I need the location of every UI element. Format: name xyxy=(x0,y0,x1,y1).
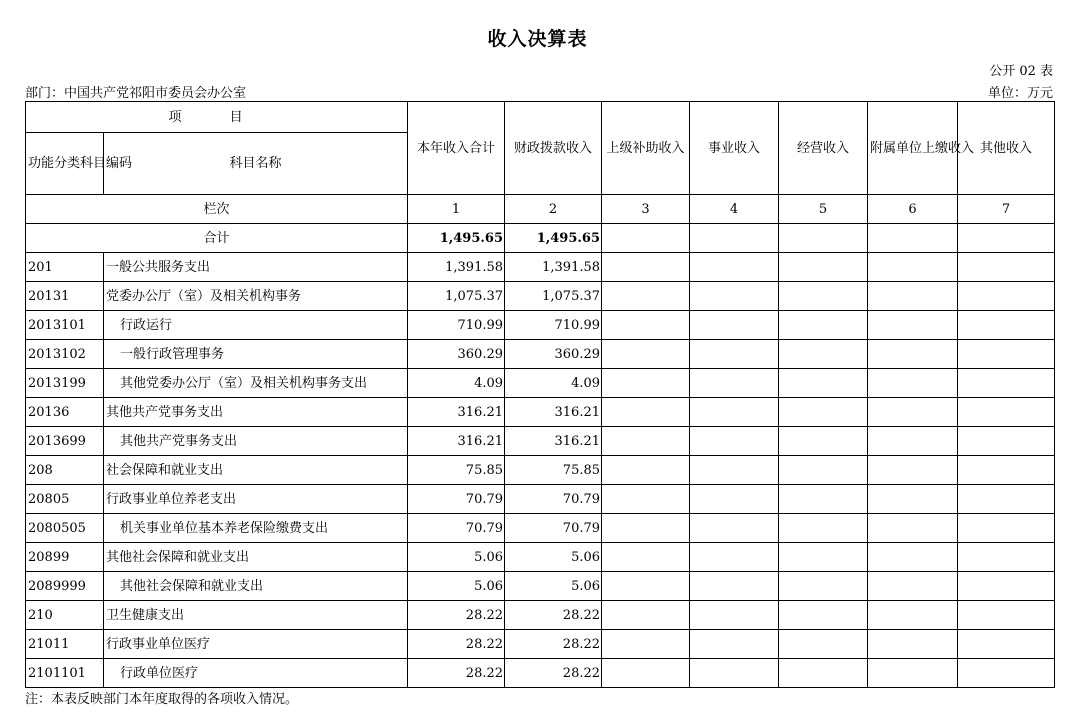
row-value-col-2: 1,391.58 xyxy=(505,253,602,282)
empty-cell xyxy=(958,485,1055,514)
row-name: 其他社会保障和就业支出 xyxy=(104,572,408,601)
row-value-col-1: 75.85 xyxy=(408,456,505,485)
row-value-col-1: 4.09 xyxy=(408,369,505,398)
empty-cell xyxy=(690,398,779,427)
row-name: 行政事业单位医疗 xyxy=(104,630,408,659)
row-name: 行政事业单位养老支出 xyxy=(104,485,408,514)
empty-cell xyxy=(868,543,958,572)
table-row xyxy=(26,630,1055,659)
table-row xyxy=(26,601,1055,630)
row-value-col-2: 70.79 xyxy=(505,485,602,514)
row-code: 2080505 xyxy=(26,514,104,543)
row-value-col-1: 5.06 xyxy=(408,543,505,572)
table-row xyxy=(26,543,1055,572)
row-name: 行政单位医疗 xyxy=(104,659,408,688)
empty-cell xyxy=(779,659,868,688)
row-value-col-1: 360.29 xyxy=(408,340,505,369)
row-code: 20131 xyxy=(26,282,104,311)
row-value-col-2: 28.22 xyxy=(505,659,602,688)
row-value-col-2: 28.22 xyxy=(505,630,602,659)
empty-cell xyxy=(779,311,868,340)
empty-cell xyxy=(958,543,1055,572)
header-project: 项 目 xyxy=(26,102,408,133)
table-row xyxy=(26,456,1055,485)
row-name: 其他社会保障和就业支出 xyxy=(104,543,408,572)
empty-cell xyxy=(868,601,958,630)
empty-cell xyxy=(779,485,868,514)
row-code: 20805 xyxy=(26,485,104,514)
empty-cell xyxy=(690,427,779,456)
unit-label: 单位：万元 xyxy=(987,86,1053,101)
empty-cell xyxy=(779,369,868,398)
header-subject-name: 科目名称 xyxy=(104,133,408,195)
empty-cell xyxy=(779,282,868,311)
empty-cell xyxy=(602,369,690,398)
total-row xyxy=(26,224,1055,253)
empty-cell xyxy=(690,456,779,485)
col-number: 7 xyxy=(958,195,1055,224)
row-name: 党委办公厅（室）及相关机构事务 xyxy=(104,282,408,311)
footnote: 注：本表反映部门本年度取得的各项收入情况。 xyxy=(25,692,299,707)
row-value-col-1: 28.22 xyxy=(408,601,505,630)
empty-cell xyxy=(868,398,958,427)
table-row xyxy=(26,311,1055,340)
row-code: 20899 xyxy=(26,543,104,572)
empty-cell xyxy=(690,253,779,282)
row-code: 2089999 xyxy=(26,572,104,601)
empty-cell xyxy=(779,543,868,572)
row-code: 20136 xyxy=(26,398,104,427)
header-col-4: 事业收入 xyxy=(690,102,779,195)
empty-cell xyxy=(958,630,1055,659)
row-code: 201 xyxy=(26,253,104,282)
empty-cell xyxy=(779,398,868,427)
empty-cell xyxy=(690,514,779,543)
row-value-col-1: 1,075.37 xyxy=(408,282,505,311)
row-code: 2013101 xyxy=(26,311,104,340)
row-value-col-2: 710.99 xyxy=(505,311,602,340)
row-value-col-2: 1,075.37 xyxy=(505,282,602,311)
total-value-col-1: 1,495.65 xyxy=(408,224,505,253)
empty-cell xyxy=(690,311,779,340)
row-name: 一般行政管理事务 xyxy=(104,340,408,369)
empty-cell xyxy=(690,282,779,311)
empty-cell xyxy=(690,630,779,659)
empty-cell xyxy=(602,311,690,340)
table-row xyxy=(26,485,1055,514)
empty-cell xyxy=(868,659,958,688)
col-row-label: 栏次 xyxy=(26,195,408,224)
table-row xyxy=(26,427,1055,456)
empty-cell xyxy=(958,514,1055,543)
col-number: 1 xyxy=(408,195,505,224)
table-row xyxy=(26,514,1055,543)
table-row xyxy=(26,572,1055,601)
row-value-col-2: 75.85 xyxy=(505,456,602,485)
row-code: 208 xyxy=(26,456,104,485)
empty-cell xyxy=(602,253,690,282)
row-value-col-2: 5.06 xyxy=(505,572,602,601)
total-label: 合计 xyxy=(26,224,408,253)
row-code: 2013699 xyxy=(26,427,104,456)
income-table xyxy=(25,101,1055,688)
row-value-col-1: 70.79 xyxy=(408,514,505,543)
empty-cell xyxy=(779,253,868,282)
empty-cell xyxy=(868,311,958,340)
empty-cell xyxy=(868,456,958,485)
table-row xyxy=(26,398,1055,427)
empty-cell xyxy=(602,572,690,601)
empty-cell xyxy=(868,369,958,398)
empty-cell xyxy=(602,514,690,543)
empty-cell xyxy=(868,630,958,659)
row-name: 其他党委办公厅（室）及相关机构事务支出 xyxy=(104,369,408,398)
empty-cell xyxy=(602,601,690,630)
row-name: 一般公共服务支出 xyxy=(104,253,408,282)
empty-cell xyxy=(602,485,690,514)
row-value-col-1: 710.99 xyxy=(408,311,505,340)
row-value-col-2: 316.21 xyxy=(505,427,602,456)
header-col-5: 经营收入 xyxy=(779,102,868,195)
table-row xyxy=(26,253,1055,282)
empty-cell xyxy=(779,514,868,543)
empty-cell xyxy=(602,340,690,369)
empty-cell xyxy=(690,340,779,369)
row-value-col-1: 5.06 xyxy=(408,572,505,601)
row-value-col-2: 70.79 xyxy=(505,514,602,543)
row-code: 2013199 xyxy=(26,369,104,398)
empty-cell xyxy=(868,427,958,456)
header-col-3: 上级补助收入 xyxy=(602,102,690,195)
empty-cell xyxy=(958,456,1055,485)
header-col-1: 本年收入合计 xyxy=(408,102,505,195)
empty-cell xyxy=(602,630,690,659)
col-number: 4 xyxy=(690,195,779,224)
table-row xyxy=(26,340,1055,369)
row-value-col-1: 316.21 xyxy=(408,398,505,427)
empty-cell xyxy=(779,601,868,630)
empty-cell xyxy=(958,659,1055,688)
row-name: 机关事业单位基本养老保险缴费支出 xyxy=(104,514,408,543)
empty-cell xyxy=(868,253,958,282)
row-name: 卫生健康支出 xyxy=(104,601,408,630)
empty-cell xyxy=(958,398,1055,427)
empty-cell xyxy=(958,369,1055,398)
empty-cell xyxy=(868,485,958,514)
empty-cell xyxy=(602,427,690,456)
empty-cell xyxy=(690,485,779,514)
department-label: 部门：中国共产党祁阳市委员会办公室 xyxy=(25,86,247,101)
row-value-col-1: 70.79 xyxy=(408,485,505,514)
table-row xyxy=(26,282,1055,311)
empty-cell xyxy=(958,340,1055,369)
empty-cell xyxy=(958,253,1055,282)
empty-cell xyxy=(690,601,779,630)
row-value-col-1: 316.21 xyxy=(408,427,505,456)
empty-cell xyxy=(958,282,1055,311)
row-code: 210 xyxy=(26,601,104,630)
row-value-col-2: 360.29 xyxy=(505,340,602,369)
empty-cell xyxy=(958,311,1055,340)
col-number: 3 xyxy=(602,195,690,224)
empty-cell xyxy=(602,456,690,485)
form-code: 公开 02 表 xyxy=(989,64,1053,79)
empty-cell xyxy=(958,572,1055,601)
empty-cell xyxy=(690,369,779,398)
col-number: 2 xyxy=(505,195,602,224)
empty-cell xyxy=(779,572,868,601)
empty-cell xyxy=(779,630,868,659)
table-row xyxy=(26,659,1055,688)
row-code: 2101101 xyxy=(26,659,104,688)
row-name: 社会保障和就业支出 xyxy=(104,456,408,485)
empty-cell xyxy=(868,340,958,369)
empty-cell xyxy=(602,543,690,572)
empty-cell xyxy=(868,514,958,543)
row-code: 2013102 xyxy=(26,340,104,369)
header-col-6: 附属单位上缴收入 xyxy=(868,102,958,195)
empty-cell xyxy=(690,572,779,601)
empty-cell xyxy=(602,398,690,427)
table-row xyxy=(26,369,1055,398)
empty-cell xyxy=(779,340,868,369)
header-col-7: 其他收入 xyxy=(958,102,1055,195)
header-col-2: 财政拨款收入 xyxy=(505,102,602,195)
empty-cell xyxy=(868,282,958,311)
row-value-col-1: 28.22 xyxy=(408,659,505,688)
empty-cell xyxy=(602,659,690,688)
row-value-col-1: 28.22 xyxy=(408,630,505,659)
empty-cell xyxy=(868,572,958,601)
empty-cell xyxy=(690,659,779,688)
row-value-col-2: 316.21 xyxy=(505,398,602,427)
row-value-col-2: 5.06 xyxy=(505,543,602,572)
row-value-col-2: 4.09 xyxy=(505,369,602,398)
row-code: 21011 xyxy=(26,630,104,659)
row-value-col-1: 1,391.58 xyxy=(408,253,505,282)
total-value-col-2: 1,495.65 xyxy=(505,224,602,253)
empty-cell xyxy=(779,427,868,456)
row-value-col-2: 28.22 xyxy=(505,601,602,630)
empty-cell xyxy=(690,543,779,572)
empty-cell xyxy=(958,601,1055,630)
empty-cell xyxy=(602,282,690,311)
col-number: 6 xyxy=(868,195,958,224)
col-number: 5 xyxy=(779,195,868,224)
row-name: 其他共产党事务支出 xyxy=(104,427,408,456)
empty-cell xyxy=(958,427,1055,456)
header-func-code: 功能分类科目编码 xyxy=(26,133,104,195)
page-title: 收入决算表 xyxy=(487,28,588,50)
row-name: 其他共产党事务支出 xyxy=(104,398,408,427)
row-name: 行政运行 xyxy=(104,311,408,340)
empty-cell xyxy=(779,456,868,485)
